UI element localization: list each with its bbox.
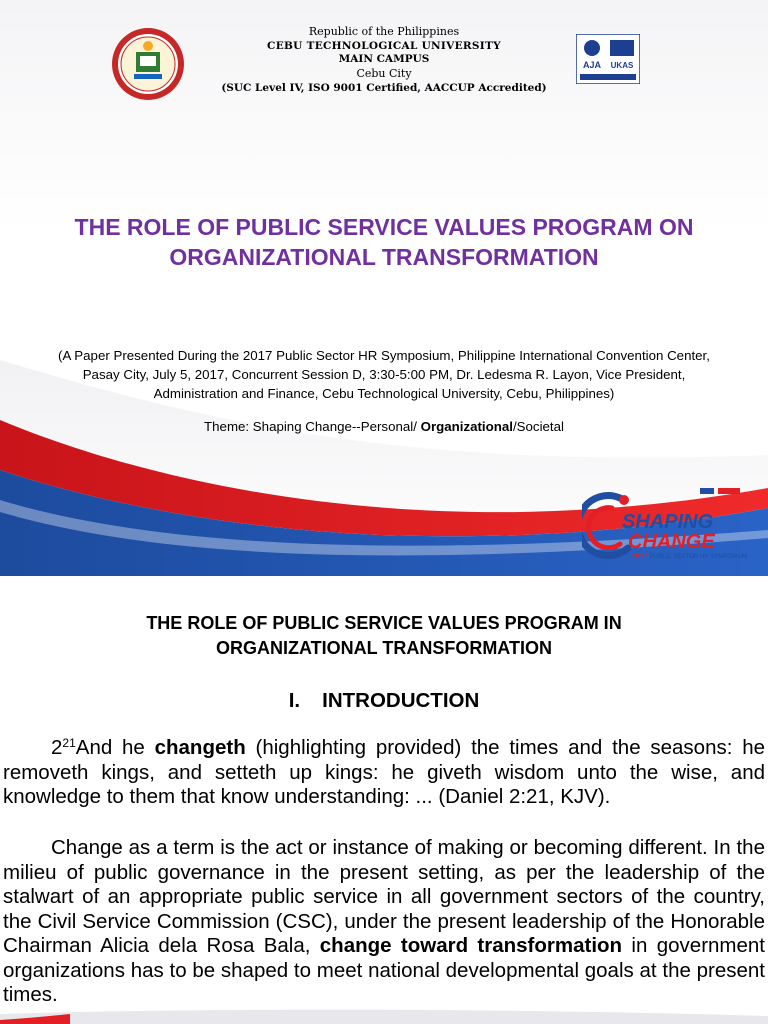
quote-chapter: 2 (51, 736, 63, 759)
presentation-title-line1: THE ROLE OF PUBLIC SERVICE VALUES PROGRAM ON (74, 214, 694, 240)
presentation-title (20, 212, 748, 272)
bottom-swoosh (0, 1006, 768, 1024)
header-accreditation: (SUC Level IV, ISO 9001 Certified, AACCUP Accredited) (221, 82, 547, 94)
quote-bold: changeth (154, 736, 246, 759)
cert-label-ukas: UKAS (610, 61, 634, 70)
section-title: INTRODUCTION (322, 689, 480, 712)
change-bold: change toward transformation (319, 934, 623, 957)
university-header (0, 25, 768, 95)
paper-note-line3: Administration and Finance, Cebu Technological University, Cebu, Philippines) (153, 386, 615, 401)
section-number: I. (288, 689, 301, 712)
quote-text-b: (highlighting provided) the times and the seasons: he removeth kings, and setteth up kings: he giveth wisdom unto the wise, and knowledge to them that know understanding: ... (Daniel 2:21, KJV). (3, 736, 766, 808)
paper-note (10, 346, 758, 403)
theme-prefix: Theme: Shaping Change--Personal/ (204, 419, 421, 434)
change-definition-paragraph (3, 836, 765, 1008)
quote-text-a: And he (75, 736, 155, 759)
quote-verse: 21 (62, 736, 76, 750)
logo-word-shaping: SHAPING (622, 511, 714, 533)
header-city: Cebu City (356, 67, 412, 80)
shaping-change-logo (582, 486, 750, 568)
page-title-line1: THE ROLE OF PUBLIC SERVICE VALUES PROGRAM IN (146, 613, 622, 633)
theme-suffix: /Societal (512, 419, 564, 434)
header-university: CEBU TECHNOLOGICAL UNIVERSITY (267, 40, 501, 52)
header-republic: Republic of the Philippines (308, 25, 460, 38)
section-heading (0, 689, 768, 713)
change-text-b: in government organizations has to be shaped to meet national developmental goals at the present times. (3, 934, 765, 1006)
theme-line (0, 419, 768, 434)
introduction-page (0, 576, 768, 1024)
page-title (20, 611, 748, 661)
bible-quote-paragraph (3, 736, 765, 810)
logo-subtitle: PUBLIC SECTOR HR SYMPOSIUM (650, 554, 747, 560)
header-campus: MAIN CAMPUS (338, 53, 430, 65)
cert-label-aja: AJA (582, 60, 602, 70)
page-title-line2: ORGANIZATIONAL TRANSFORMATION (216, 638, 552, 658)
paper-note-line2: Pasay City, July 5, 2017, Concurrent Session D, 3:30-5:00 PM, Dr. Ledesma R. Layon, Vice President, (82, 367, 686, 382)
logo-year: 2017 (632, 553, 648, 560)
change-text-a: Change as a term is the act or instance of making or becoming different. In the milieu of public governance in the present setting, as per the leadership of the stalwart of an appropriate public service in all government sectors of the country, the Civil Service Commission (CSC), under the present leadership of the Honorable Chairman Alicia dela Rosa Bala, (3, 836, 765, 957)
theme-bold: Organizational (420, 419, 513, 434)
logo-word-change: CHANGE (628, 531, 715, 553)
presentation-title-line2: ORGANIZATIONAL TRANSFORMATION (169, 244, 599, 270)
paper-note-line1: (A Paper Presented During the 2017 Public Sector HR Symposium, Philippine International Convention Center, (58, 348, 710, 363)
